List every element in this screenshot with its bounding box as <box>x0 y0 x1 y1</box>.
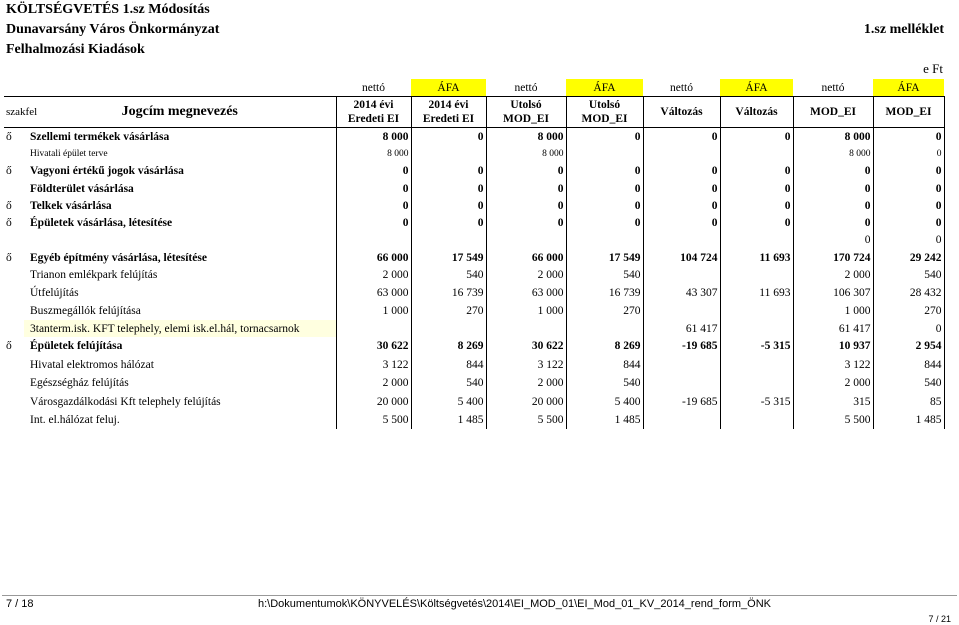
cell-col-3: 5 500 <box>486 411 566 429</box>
col-top-4: ÁFA <box>566 79 643 97</box>
row-marker: ő <box>6 340 12 352</box>
cell-col-8: 540 <box>873 374 944 392</box>
cell-col-4 <box>566 145 643 162</box>
cell-col-3: 0 <box>486 214 566 231</box>
cell-col-2: 0 <box>411 180 486 197</box>
section-title: Felhalmozási Kiadások <box>6 42 145 57</box>
row-label: Egészségház felújítás <box>24 374 336 392</box>
row-label: Vagyoni értékű jogok vásárlása <box>24 162 336 180</box>
table-row <box>4 320 944 337</box>
cell-col-8: 28 432 <box>873 284 944 302</box>
cell-col-4: 16 739 <box>566 284 643 302</box>
cell-col-5 <box>643 231 720 249</box>
row-label: Városgazdálkodási Kft telephely felújítás <box>24 392 336 411</box>
cell-col-2 <box>411 231 486 249</box>
table-row <box>4 374 944 392</box>
cell-col-6: -5 315 <box>720 337 793 355</box>
cell-col-7: 0 <box>793 162 873 180</box>
cell-col-3: 3 122 <box>486 355 566 374</box>
cell-col-1: 2 000 <box>336 374 411 392</box>
cell-col-1: 5 500 <box>336 411 411 429</box>
cell-col-7: 8 000 <box>793 128 873 146</box>
col-header-2: 2014 évi Eredeti EI <box>411 97 486 128</box>
cell-col-3 <box>486 231 566 249</box>
header-row-top <box>4 79 944 97</box>
cell-col-6 <box>720 374 793 392</box>
row-label: Egyéb építmény vásárlása, létesítése <box>24 249 336 266</box>
row-marker <box>4 302 24 320</box>
cell-col-1: 0 <box>336 214 411 231</box>
cell-col-6: 0 <box>720 162 793 180</box>
document-title: KÖLTSÉGVETÉS 1.sz Módosítás <box>6 2 210 17</box>
cell-col-4: 0 <box>566 197 643 214</box>
table-row <box>4 392 944 411</box>
table-body <box>4 128 944 430</box>
cell-col-6 <box>720 266 793 284</box>
row-marker: ő <box>6 251 12 264</box>
cell-col-4: 5 400 <box>566 392 643 411</box>
cell-col-7: 170 724 <box>793 249 873 266</box>
table-row <box>4 337 944 355</box>
expense-table <box>4 79 945 429</box>
row-label: Épületek felújítása <box>24 337 336 355</box>
row-marker <box>4 355 24 374</box>
table-row <box>4 355 944 374</box>
row-label: Telkek vásárlása <box>24 197 336 214</box>
cell-col-1: 8 000 <box>336 145 411 162</box>
cell-col-5 <box>643 374 720 392</box>
cell-col-6 <box>720 320 793 337</box>
cell-col-1: 1 000 <box>336 302 411 320</box>
cell-col-1: 0 <box>336 162 411 180</box>
cell-col-1: 3 122 <box>336 355 411 374</box>
cell-col-7: 0 <box>793 214 873 231</box>
cell-col-6 <box>720 355 793 374</box>
cell-col-7: 1 000 <box>793 302 873 320</box>
cell-col-2: 844 <box>411 355 486 374</box>
cell-col-8: 85 <box>873 392 944 411</box>
cell-col-8: 29 242 <box>873 249 944 266</box>
footer-divider <box>2 595 957 596</box>
cell-col-6 <box>720 145 793 162</box>
cell-col-2: 16 739 <box>411 284 486 302</box>
row-label: Buszmegállók felújítása <box>24 302 336 320</box>
row-marker <box>4 231 24 249</box>
row-marker <box>4 320 24 337</box>
col-top-5: nettó <box>670 81 693 94</box>
row-marker: ő <box>6 216 12 229</box>
cell-col-5: 0 <box>643 214 720 231</box>
file-path: h:\Dokumentumok\KÖNYVELÉS\Költségvetés\2014\EI_MOD_01\EI_Mod_01_KV_2014_rend_form_ÖNK <box>258 598 772 610</box>
cell-col-5: -19 685 <box>643 392 720 411</box>
page-number: 7 / 18 <box>6 598 34 610</box>
cell-col-1: 0 <box>336 180 411 197</box>
cell-col-7: 10 937 <box>793 337 873 355</box>
col-header-5: Változás <box>643 97 720 128</box>
cell-col-5: 104 724 <box>643 249 720 266</box>
row-label: 3tanterm.isk. KFT telephely, elemi isk.el.hál, tornacsarnok <box>24 320 336 337</box>
cell-col-5: 43 307 <box>643 284 720 302</box>
cell-col-3: 30 622 <box>486 337 566 355</box>
cell-col-1: 63 000 <box>336 284 411 302</box>
cell-col-1 <box>336 231 411 249</box>
cell-col-7: 8 000 <box>793 145 873 162</box>
cell-col-6: 11 693 <box>720 284 793 302</box>
cell-col-1: 20 000 <box>336 392 411 411</box>
organization-name: Dunavarsány Város Önkormányzat <box>6 22 220 37</box>
unit-label: e Ft <box>923 61 943 76</box>
table-row <box>4 266 944 284</box>
cell-col-5: -19 685 <box>643 337 720 355</box>
cell-col-8: 0 <box>873 128 944 146</box>
cell-col-5 <box>643 411 720 429</box>
row-marker <box>4 180 24 197</box>
cell-col-3 <box>486 320 566 337</box>
cell-col-7: 61 417 <box>793 320 873 337</box>
row-label: Útfelújítás <box>24 284 336 302</box>
row-label: Földterület vásárlása <box>24 180 336 197</box>
cell-col-6: 0 <box>720 128 793 146</box>
table-row <box>4 145 944 162</box>
cell-col-8: 0 <box>873 320 944 337</box>
table-row <box>4 214 944 231</box>
cell-col-7: 3 122 <box>793 355 873 374</box>
col-szakfel: szakfel <box>6 106 38 118</box>
cell-col-7: 0 <box>793 197 873 214</box>
cell-col-5: 0 <box>643 128 720 146</box>
cell-col-1: 30 622 <box>336 337 411 355</box>
cell-col-6 <box>720 411 793 429</box>
cell-col-6: -5 315 <box>720 392 793 411</box>
row-marker <box>4 411 24 429</box>
cell-col-4: 8 269 <box>566 337 643 355</box>
cell-col-7: 2 000 <box>793 266 873 284</box>
row-label: Hivatali épület terve <box>24 145 336 162</box>
table-row <box>4 284 944 302</box>
cell-col-4 <box>566 320 643 337</box>
cell-col-2: 17 549 <box>411 249 486 266</box>
table-row <box>4 128 944 146</box>
cell-col-4: 540 <box>566 374 643 392</box>
cell-col-7: 0 <box>793 180 873 197</box>
page-number-small: 7 / 21 <box>928 614 951 624</box>
cell-col-3: 2 000 <box>486 374 566 392</box>
cell-col-5 <box>643 355 720 374</box>
cell-col-6 <box>720 231 793 249</box>
col-top-2: ÁFA <box>411 79 486 97</box>
cell-col-2 <box>411 320 486 337</box>
col-top-7: nettó <box>821 81 845 94</box>
cell-col-7: 315 <box>793 392 873 411</box>
cell-col-4: 0 <box>566 180 643 197</box>
cell-col-3: 0 <box>486 197 566 214</box>
cell-col-2: 0 <box>411 197 486 214</box>
cell-col-5 <box>643 266 720 284</box>
cell-col-4: 17 549 <box>566 249 643 266</box>
cell-col-3: 8 000 <box>486 145 566 162</box>
cell-col-8: 0 <box>873 162 944 180</box>
col-header-6: Változás <box>720 97 793 128</box>
cell-col-6: 11 693 <box>720 249 793 266</box>
header-row-main <box>4 97 944 128</box>
cell-col-5: 0 <box>643 162 720 180</box>
cell-col-8: 0 <box>873 180 944 197</box>
cell-col-4 <box>566 231 643 249</box>
row-marker <box>4 284 24 302</box>
col-header-8: MOD_EI <box>873 97 944 128</box>
cell-col-7: 5 500 <box>793 411 873 429</box>
cell-col-8: 1 485 <box>873 411 944 429</box>
col-jogcim: Jogcím megnevezés <box>24 97 336 128</box>
cell-col-5: 61 417 <box>643 320 720 337</box>
table-row <box>4 411 944 429</box>
cell-col-5 <box>643 145 720 162</box>
row-marker: ő <box>6 165 12 177</box>
cell-col-1: 8 000 <box>336 128 411 146</box>
cell-col-2 <box>411 145 486 162</box>
cell-col-8: 0 <box>873 231 944 249</box>
col-header-3: Utolsó MOD_EI <box>486 97 566 128</box>
table-row <box>4 180 944 197</box>
col-header-7: MOD_EI <box>793 97 873 128</box>
cell-col-3: 63 000 <box>486 284 566 302</box>
col-top-1: nettó <box>362 81 385 94</box>
row-label: Hivatal elektromos hálózat <box>24 355 336 374</box>
cell-col-8: 0 <box>873 145 944 162</box>
table-row <box>4 231 944 249</box>
row-marker: ő <box>6 199 12 212</box>
row-marker: ő <box>6 130 12 143</box>
cell-col-3: 20 000 <box>486 392 566 411</box>
cell-col-3: 0 <box>486 180 566 197</box>
cell-col-8: 844 <box>873 355 944 374</box>
cell-col-1: 66 000 <box>336 249 411 266</box>
cell-col-4: 0 <box>566 162 643 180</box>
cell-col-5: 0 <box>643 197 720 214</box>
col-header-4: Utolsó MOD_EI <box>566 97 643 128</box>
row-marker <box>4 392 24 411</box>
row-label: Szellemi termékek vásárlása <box>24 128 336 146</box>
cell-col-4: 0 <box>566 128 643 146</box>
attachment-label: 1.sz melléklet <box>863 22 944 37</box>
cell-col-4: 0 <box>566 214 643 231</box>
cell-col-4: 844 <box>566 355 643 374</box>
cell-col-3: 1 000 <box>486 302 566 320</box>
cell-col-5: 0 <box>643 180 720 197</box>
cell-col-4: 270 <box>566 302 643 320</box>
col-top-8: ÁFA <box>873 79 944 97</box>
cell-col-1: 0 <box>336 197 411 214</box>
cell-col-3: 66 000 <box>486 249 566 266</box>
table-row <box>4 197 944 214</box>
col-header-1: 2014 évi Eredeti EI <box>336 97 411 128</box>
row-label <box>24 231 336 249</box>
cell-col-2: 5 400 <box>411 392 486 411</box>
cell-col-8: 0 <box>873 197 944 214</box>
cell-col-8: 270 <box>873 302 944 320</box>
table-row <box>4 249 944 266</box>
table-row <box>4 162 944 180</box>
cell-col-6 <box>720 302 793 320</box>
cell-col-4: 540 <box>566 266 643 284</box>
col-top-6: ÁFA <box>720 79 793 97</box>
row-marker <box>4 266 24 284</box>
cell-col-4: 1 485 <box>566 411 643 429</box>
row-label: Int. el.hálózat feluj. <box>24 411 336 429</box>
col-top-3: nettó <box>514 81 538 94</box>
cell-col-2: 0 <box>411 162 486 180</box>
cell-col-2: 1 485 <box>411 411 486 429</box>
row-marker <box>4 374 24 392</box>
cell-col-2: 0 <box>411 214 486 231</box>
cell-col-2: 540 <box>411 374 486 392</box>
cell-col-3: 2 000 <box>486 266 566 284</box>
cell-col-2: 540 <box>411 266 486 284</box>
cell-col-8: 2 954 <box>873 337 944 355</box>
cell-col-6: 0 <box>720 180 793 197</box>
cell-col-5 <box>643 302 720 320</box>
cell-col-6: 0 <box>720 197 793 214</box>
cell-col-8: 0 <box>873 214 944 231</box>
cell-col-1 <box>336 320 411 337</box>
cell-col-7: 2 000 <box>793 374 873 392</box>
row-marker <box>4 145 24 162</box>
table-row <box>4 302 944 320</box>
cell-col-1: 2 000 <box>336 266 411 284</box>
cell-col-7: 106 307 <box>793 284 873 302</box>
cell-col-6: 0 <box>720 214 793 231</box>
cell-col-8: 540 <box>873 266 944 284</box>
cell-col-3: 8 000 <box>486 128 566 146</box>
cell-col-2: 8 269 <box>411 337 486 355</box>
cell-col-2: 270 <box>411 302 486 320</box>
row-label: Épületek vásárlása, létesítése <box>24 214 336 231</box>
cell-col-3: 0 <box>486 162 566 180</box>
cell-col-2: 0 <box>411 128 486 146</box>
row-label: Trianon emlékpark felújítás <box>24 266 336 284</box>
cell-col-7: 0 <box>793 231 873 249</box>
